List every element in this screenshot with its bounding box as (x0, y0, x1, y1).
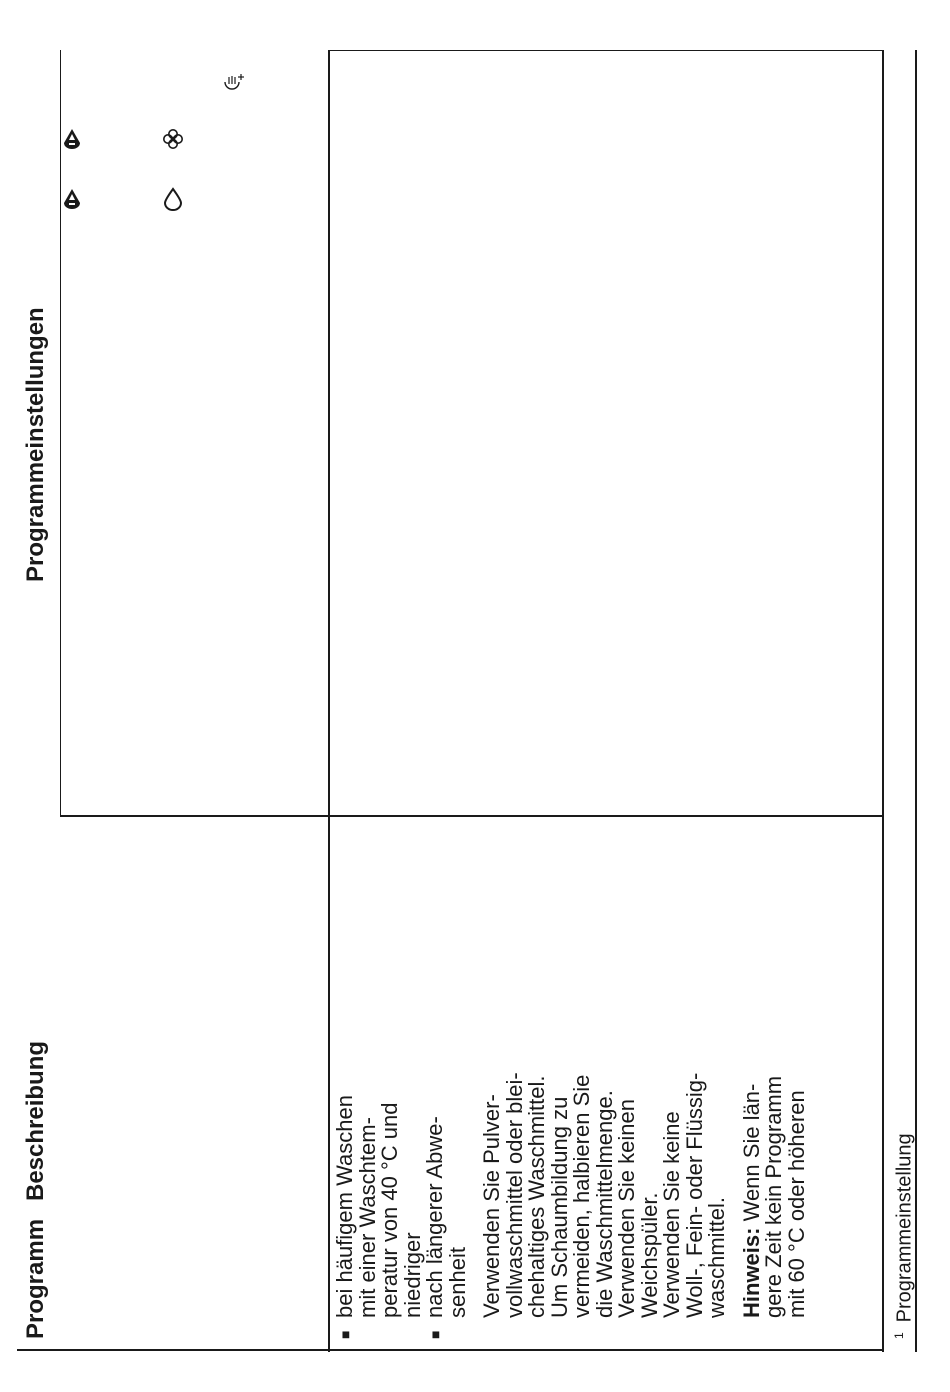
column-header-program: Programm (22, 1218, 49, 1339)
table-bottom-border (882, 50, 884, 1352)
note-label: Hinweis: (738, 1227, 764, 1318)
description-cell (334, 819, 808, 1339)
fabric-softener-icon (162, 128, 184, 150)
detergent-dispenser-icon (62, 188, 82, 210)
header-row-divider (328, 50, 883, 51)
column-header-settings: Programmeinstellungen (22, 307, 49, 582)
description-settings-divider (60, 815, 883, 817)
bullet-icon: ■ (427, 1330, 443, 1339)
footnote-text: Programmeinstellung (893, 1133, 916, 1323)
footnote (887, 1133, 917, 1339)
bullet-icon: ■ (337, 1330, 353, 1339)
rinse-plus-icon (222, 72, 246, 96)
footnote-marker: 1 (892, 1332, 906, 1339)
list-item: ■ bei häufigem Waschen mit einer Waschtem- peratur von 40 °C und niedriger (332, 1095, 425, 1339)
liquid-drop-icon (162, 187, 184, 211)
column-header-description: Beschreibung (22, 1040, 49, 1201)
list-item: ■ nach längerer Abwe- senheit (422, 1116, 470, 1339)
detergent-dispenser-icon (62, 128, 82, 150)
settings-subheader-rule (60, 50, 61, 816)
header-body-divider (328, 50, 330, 1352)
note-paragraph: Hinweis: Wenn Sie län- gere Zeit kein Programm mit 60 °C oder höheren (738, 1075, 809, 1318)
description-paragraph: Verwenden Sie Pulver- vollwaschmittel oder blei- chehaltiges Waschmittel. Um Schaumbildung zu vermeiden, halbieren Sie die Waschmittelmenge. Verwenden Sie keinen Weichspüler. Verwenden Sie keine Woll-, Fein- oder Flüssig- waschmittel. Hinweis: Wenn Sie län- gere Zeit kein Programm mit 60 °C oder höheren (481, 819, 808, 1339)
table-top-border (17, 1349, 883, 1351)
